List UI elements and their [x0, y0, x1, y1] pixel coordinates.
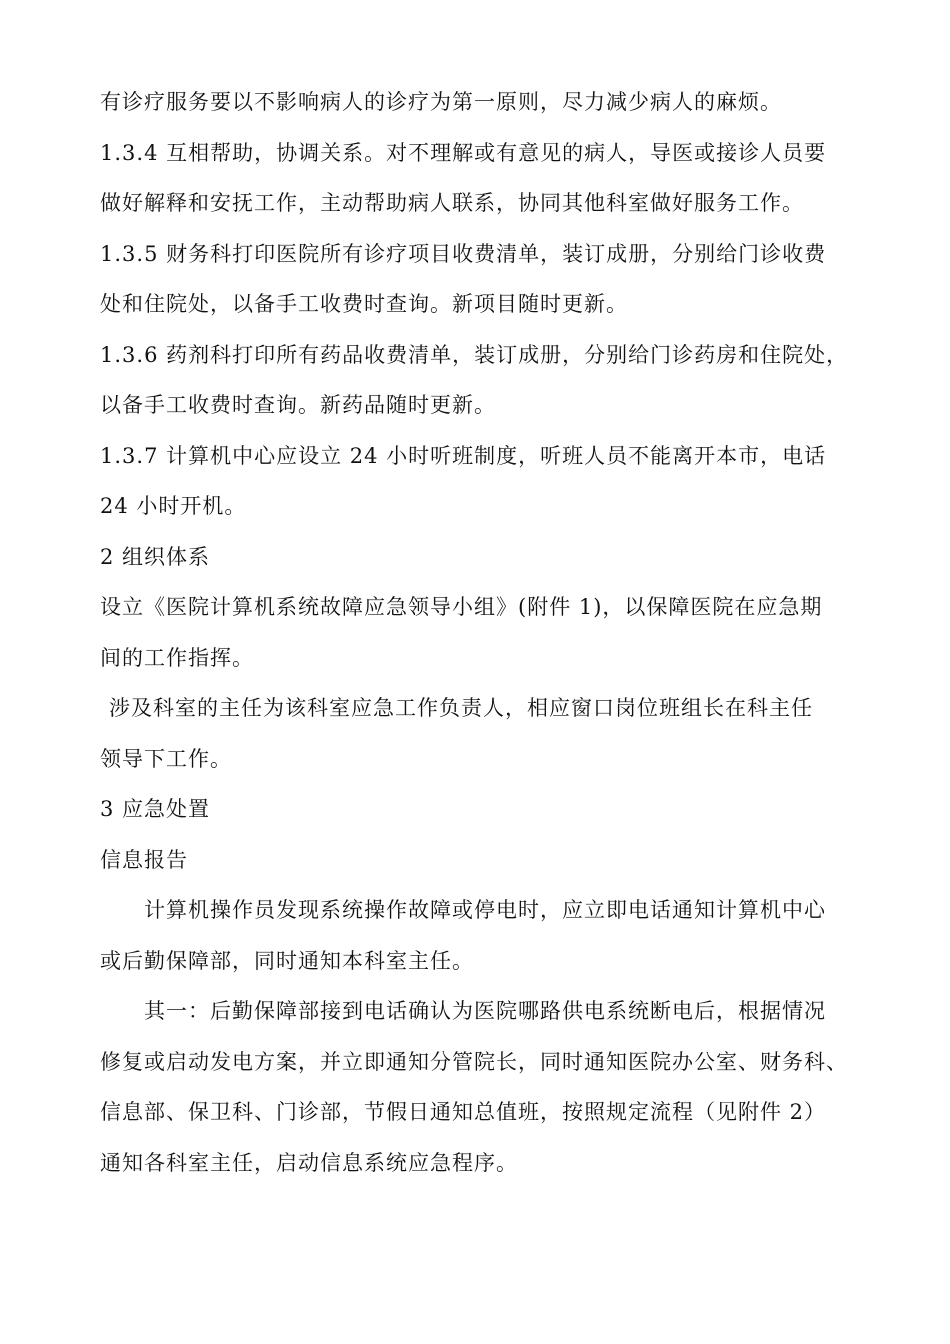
paragraph-line: 做好解释和安抚工作，主动帮助病人联系，协同其他科室做好服务工作。	[100, 191, 804, 215]
paragraph-line: 或后勤保障部，同时通知本科室主任。	[100, 948, 474, 973]
section-1-3-6-line: 1.3.6 药剂科打印所有药品收费清单，装订成册，分别给门诊药房和住院处，	[100, 342, 849, 367]
paragraph-line: 通知各科室主任，启动信息系统应急程序。	[100, 1150, 518, 1175]
paragraph-line: 间的工作指挥。	[100, 645, 254, 670]
paragraph-line: 设立《医院计算机系统故障应急领导小组》(附件 1)，以保障医院在应急期	[100, 595, 823, 619]
section-1-3-7-line: 1.3.7 计算机中心应设立 24 小时听班制度，听班人员不能离开本市，电话	[100, 443, 827, 468]
paragraph-line: 其一：后勤保障部接到电话确认为医院哪路供电系统断电后，根据情况	[144, 999, 826, 1023]
paragraph-line: 24 小时开机。	[100, 494, 247, 518]
paragraph-line: 修复或启动发电方案，并立即通知分管院长，同时通知医院办公室、财务科、	[100, 1049, 848, 1074]
section-1-3-5-line: 1.3.5 财务科打印医院所有诊疗项目收费清单，装订成册，分别给门诊收费	[100, 241, 827, 266]
subheading-info-report: 信息报告	[100, 847, 188, 872]
heading-organization-system: 2 组织体系	[100, 544, 211, 569]
paragraph-line: 以备手工收费时查询。新药品随时更新。	[100, 393, 496, 417]
document-body	[100, 84, 849, 1195]
section-1-3-4-line: 1.3.4 互相帮助，协调关系。对不理解或有意见的病人，导医或接诊人员要	[100, 140, 827, 165]
paragraph-line: 计算机操作员发现系统操作故障或停电时，应立即电话通知计算机中心	[144, 898, 826, 922]
paragraph-line: 信息部、保卫科、门诊部，节假日通知总值班，按照规定流程（见附件 2）	[100, 1100, 827, 1124]
paragraph-line: 领导下工作。	[100, 746, 232, 771]
paragraph-line: 处和住院处，以备手工收费时查询。新项目随时更新。	[100, 292, 628, 316]
heading-emergency-handling: 3 应急处置	[100, 797, 211, 821]
paragraph-line: 有诊疗服务要以不影响病人的诊疗为第一原则，尽力减少病人的麻烦。	[100, 90, 782, 114]
paragraph-line: 涉及科室的主任为该科室应急工作负责人，相应窗口岗位班组长在科主任	[109, 696, 813, 720]
